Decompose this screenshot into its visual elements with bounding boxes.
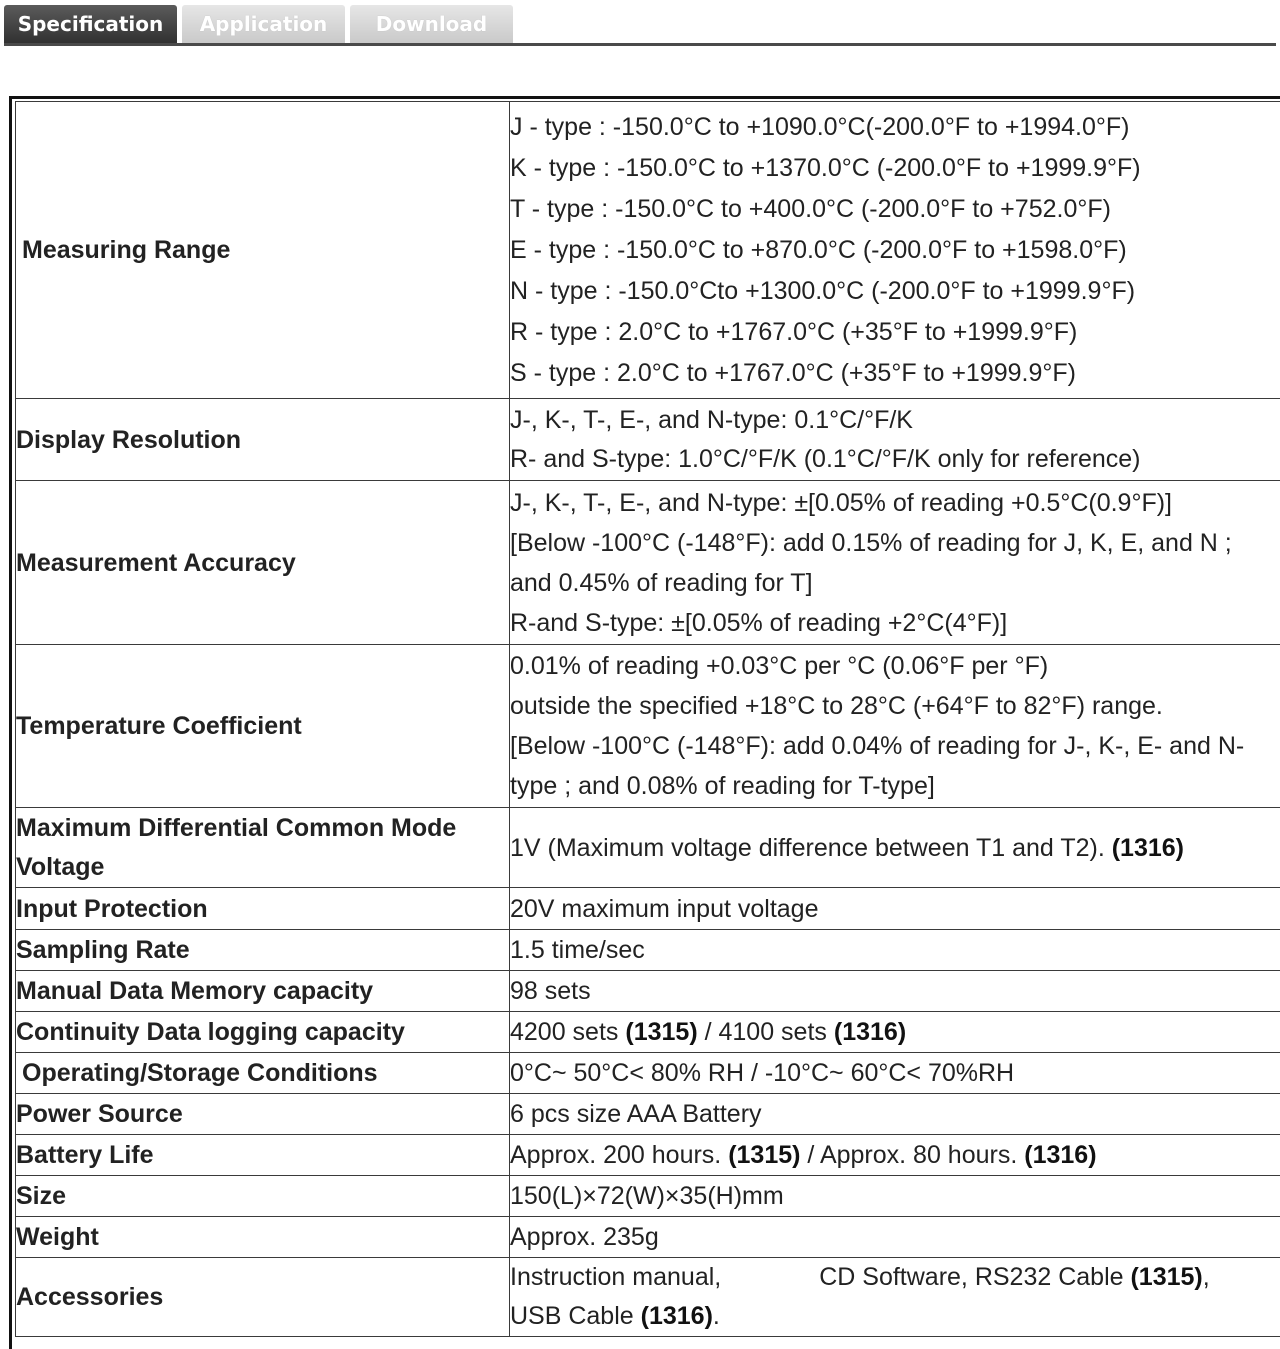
separator: / (807, 1141, 814, 1169)
model-tag: (1315) (625, 1018, 697, 1046)
table-row (16, 399, 1280, 481)
table-row (16, 1012, 1280, 1053)
value-line: [Below -100°C (-148°F): add 0.15% of reading for J, K, E, and N ; (510, 523, 1280, 563)
spec-value (510, 645, 1280, 808)
spec-value: 0°C~ 50°C< 80% RH / -10°C~ 60°C< 70%RH (510, 1053, 1280, 1094)
value-line: E - type : -150.0°C to +870.0°C (-200.0°F to +1598.0°F) (510, 230, 1280, 271)
value-line: outside the specified +18°C to 28°C (+64°F to 82°F) range. (510, 686, 1280, 726)
value-text: USB Cable (510, 1302, 634, 1330)
spec-value: 98 sets (510, 971, 1280, 1012)
spec-label: Operating/Storage Conditions (16, 1053, 510, 1094)
tab-bar (0, 0, 1280, 46)
spec-value (510, 1012, 1280, 1053)
spec-value: 20V maximum input voltage (510, 888, 1280, 930)
separator: / (705, 1018, 712, 1046)
spec-label: Temperature Coefficient (16, 645, 510, 808)
spec-value (510, 481, 1280, 645)
table-row (16, 102, 1280, 399)
spec-value (510, 399, 1280, 481)
model-tag: (1316) (1024, 1141, 1096, 1169)
table-row (16, 971, 1280, 1012)
label-line: Voltage (16, 848, 509, 887)
spec-value: 1.5 time/sec (510, 930, 1280, 971)
value-text: 4200 sets (510, 1018, 618, 1046)
punctuation: . (713, 1302, 720, 1330)
table-row (16, 930, 1280, 971)
spec-label: Accessories (16, 1258, 510, 1337)
table-row (16, 1053, 1280, 1094)
value-line: N - type : -150.0°Cto +1300.0°C (-200.0°F to +1999.9°F) (510, 271, 1280, 312)
model-tag: (1315) (1130, 1263, 1202, 1291)
spec-value (510, 1135, 1280, 1176)
model-tag: (1316) (834, 1018, 906, 1046)
model-tag: (1316) (1112, 834, 1184, 862)
spec-label: Measuring Range (16, 102, 510, 399)
value-line (510, 1297, 1280, 1336)
value-line: type ; and 0.08% of reading for T-type] (510, 766, 1280, 806)
table-row (16, 1258, 1280, 1337)
spec-label: Size (16, 1176, 510, 1217)
model-tag: (1315) (728, 1141, 800, 1169)
spec-label: Measurement Accuracy (16, 481, 510, 645)
spec-value (510, 808, 1280, 888)
value-text: Approx. 80 hours. (820, 1141, 1017, 1169)
spec-label: Power Source (16, 1094, 510, 1135)
spec-label: Continuity Data logging capacity (16, 1012, 510, 1053)
tab-application[interactable]: Application (182, 5, 345, 45)
table-row (16, 1094, 1280, 1135)
spec-label: Display Resolution (16, 399, 510, 481)
punctuation: , (1203, 1263, 1210, 1291)
table-row (16, 1135, 1280, 1176)
value-line: [Below -100°C (-148°F): add 0.04% of reading for J-, K-, E- and N- (510, 726, 1280, 766)
tab-download[interactable]: Download (350, 5, 513, 45)
table-row (16, 888, 1280, 930)
value-text: Approx. 200 hours. (510, 1141, 721, 1169)
value-line: R-and S-type: ±[0.05% of reading +2°C(4°F)] (510, 603, 1280, 643)
spec-value: Approx. 235g (510, 1217, 1280, 1258)
table-row (16, 645, 1280, 808)
value-line: K - type : -150.0°C to +1370.0°C (-200.0°F to +1999.9°F) (510, 148, 1280, 189)
tab-specification[interactable]: Specification (4, 5, 177, 45)
table-row (16, 808, 1280, 888)
tab-divider (4, 43, 1276, 46)
value-line: J-, K-, T-, E-, and N-type: ±[0.05% of reading +0.5°C(0.9°F)] (510, 483, 1280, 523)
spec-label: Weight (16, 1217, 510, 1258)
label-line: Maximum Differential Common Mode (16, 809, 509, 848)
value-text: CD Software, RS232 Cable (819, 1263, 1123, 1291)
table-row (16, 1176, 1280, 1217)
value-line: J-, K-, T-, E-, and N-type: 0.1°C/°F/K (510, 401, 1280, 440)
spec-label: Input Protection (16, 888, 510, 930)
value-line: 0.01% of reading +0.03°C per °C (0.06°F per °F) (510, 646, 1280, 686)
table-row (16, 1217, 1280, 1258)
spec-label: Battery Life (16, 1135, 510, 1176)
value-line: R - type : 2.0°C to +1767.0°C (+35°F to +1999.9°F) (510, 312, 1280, 353)
value-line: and 0.45% of reading for T] (510, 563, 1280, 603)
spec-label (16, 808, 510, 888)
spec-value: 6 pcs size AAA Battery (510, 1094, 1280, 1135)
model-tag: (1316) (641, 1302, 713, 1330)
value-text: 1V (Maximum voltage difference between T1 and T2). (510, 834, 1105, 862)
spec-value (510, 102, 1280, 399)
table-row (16, 481, 1280, 645)
spec-label: Sampling Rate (16, 930, 510, 971)
spec-value: 150(L)×72(W)×35(H)mm (510, 1176, 1280, 1217)
spec-value (510, 1258, 1280, 1337)
specification-table (15, 101, 1280, 1337)
value-line: T - type : -150.0°C to +400.0°C (-200.0°F to +752.0°F) (510, 189, 1280, 230)
value-text: Instruction manual, (510, 1263, 721, 1291)
value-line: S - type : 2.0°C to +1767.0°C (+35°F to +1999.9°F) (510, 353, 1280, 394)
value-line (510, 1258, 1280, 1297)
spec-label: Manual Data Memory capacity (16, 971, 510, 1012)
value-line: R- and S-type: 1.0°C/°F/K (0.1°C/°F/K only for reference) (510, 440, 1280, 479)
value-line: J - type : -150.0°C to +1090.0°C(-200.0°F to +1994.0°F) (510, 107, 1280, 148)
value-text: 4100 sets (719, 1018, 827, 1046)
